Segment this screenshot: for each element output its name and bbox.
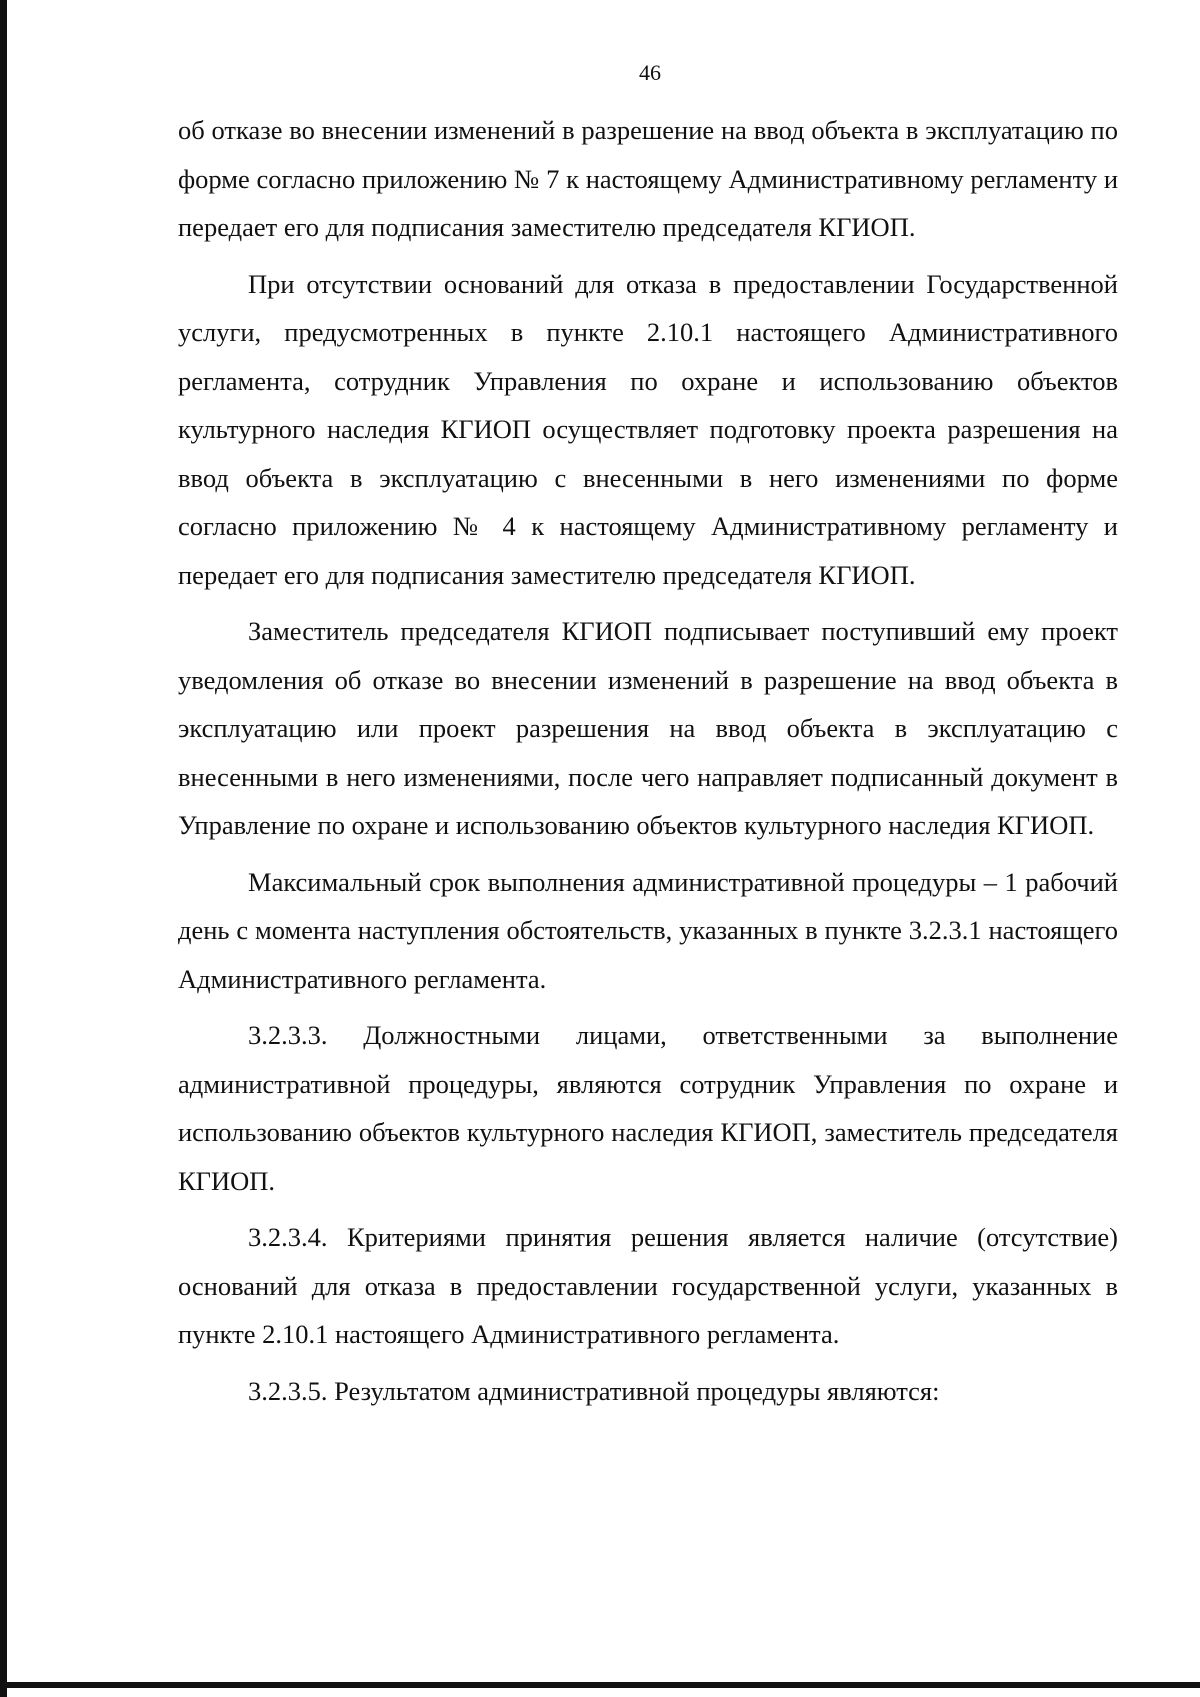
paragraph-3-2-3-5: 3.2.3.5. Результатом административной процедуры являются: [248, 1375, 940, 1406]
paragraph-deputy-signs: Заместитель председателя КГИОП подписывает поступивший ему проект уведомления об отказе во внесении изменений в разрешение на ввод объекта в эксплуатацию или проект разрешения на ввод объекта в эксплуатацию с внесенными в него изменениями, после чего направляет подписанный документ в Управление по охране и использованию объектов культурного наследия КГИОП. [178, 616, 1118, 840]
document-page [178, 58, 1118, 1423]
page-number: 46 [639, 60, 661, 85]
paragraph-3-2-3-3: 3.2.3.3. Должностными лицами, ответственными за выполнение административной процедуры, являются сотрудник Управления по охране и использованию объектов культурного наследия КГИОП, заместитель председателя КГИОП. [178, 1020, 1118, 1196]
paragraph-3-2-3-4: 3.2.3.4. Критериями принятия решения является наличие (отсутствие) оснований для отказа в предоставлении государственной услуги, указанных в пункте 2.10.1 настоящего Административного регламента. [178, 1222, 1118, 1349]
paragraph-absence-of-grounds: При отсутствии оснований для отказа в предоставлении Государственной услуги, предусмотренных в пункте 2.10.1 настоящего Административного регламента, сотрудник Управления по охране и использованию объектов культурного наследия КГИОП осуществляет подготовку проекта разрешения на ввод объекта в эксплуатацию с внесенными в него изменениями по форме согласно приложению № 4 к настоящему Административному регламенту и передает его для подписания заместителю председателя КГИОП. [178, 268, 1118, 590]
paragraph-max-term: Максимальный срок выполнения административной процедуры – 1 рабочий день с момента наступления обстоятельств, указанных в пункте 3.2.3.1 настоящего Административного регламента. [178, 866, 1118, 994]
scan-left-border [0, 0, 7, 1697]
paragraph-continuation: об отказе во внесении изменений в разрешение на ввод объекта в эксплуатацию по форме согласно приложению № 7 к настоящему Административному регламенту и передает его для подписания заместителю председателя КГИОП. [178, 115, 1118, 242]
scan-bottom-border [0, 1682, 1200, 1688]
